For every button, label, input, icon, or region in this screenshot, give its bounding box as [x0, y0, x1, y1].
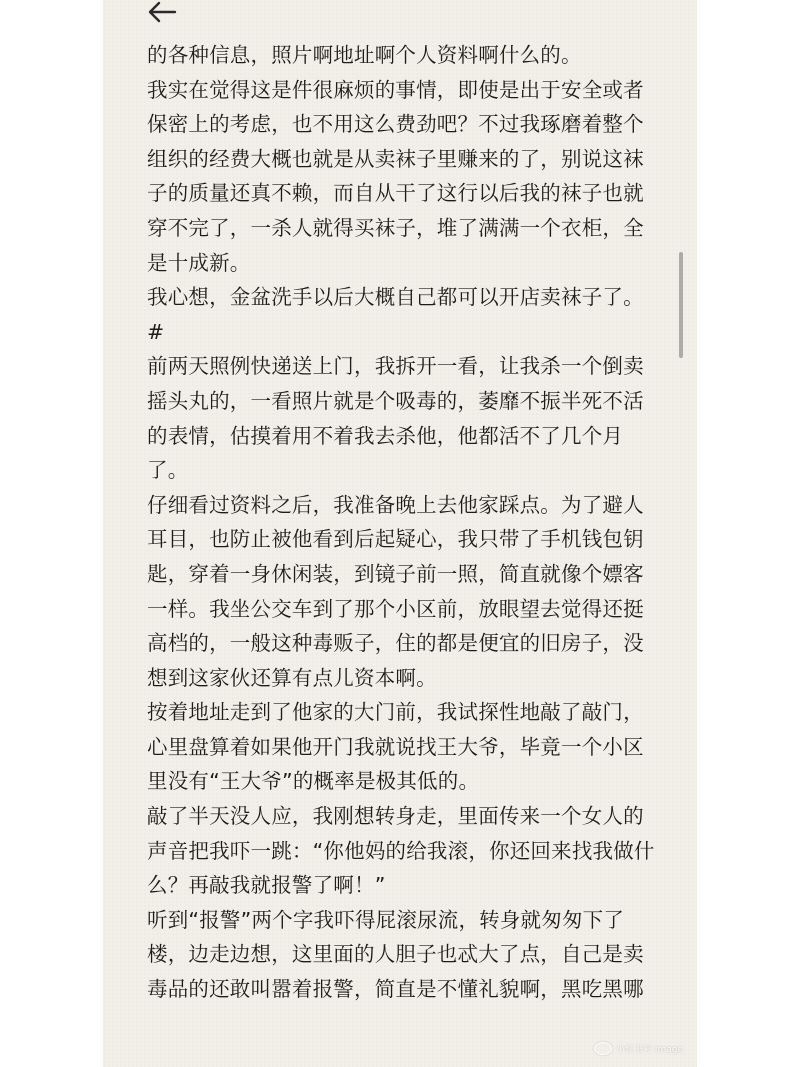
- text-line: 按着地址走到了他家的大门前，我试探性地敲了敲门，: [147, 700, 644, 725]
- scrollbar[interactable]: [679, 252, 683, 358]
- text-line: 的表情，估摸着用不着我去杀他，他都活不了几个月: [147, 423, 624, 448]
- text-line: 匙，穿着一身休闲装，到镜子前一照，简直就像个嫖客: [147, 561, 644, 586]
- back-button[interactable]: [147, 0, 177, 24]
- text-line: 高档的，一般这种毒贩子，住的都是便宜的旧房子，没: [147, 631, 644, 656]
- text-line: 保密上的考虑，也不用这么费劲吧？不过我琢磨着整个: [147, 112, 644, 137]
- text-line: 前两天照例快递送上门，我拆开一看，让我杀一个倒卖: [147, 354, 644, 379]
- back-arrow-icon: [147, 0, 177, 24]
- watermark-logo-icon: [594, 1042, 612, 1055]
- text-line: 心里盘算着如果他开门我就说找王大爷，毕竟一个小区: [147, 734, 644, 759]
- text-line: 么？再敲我就报警了啊！”: [147, 873, 386, 898]
- text-line: 是十成新。: [147, 250, 251, 275]
- text-line: 毒品的还敢叫嚣着报警，简直是不懂礼貌啊，黑吃黑哪: [147, 977, 644, 1002]
- text-line: 子的质量还真不赖，而自从干了这行以后我的袜子也就: [147, 181, 644, 206]
- text-line: 耳目，也防止被他看到后起疑心，我只带了手机钱包钥: [147, 527, 644, 552]
- watermark: [594, 1042, 683, 1055]
- text-line: 我实在觉得这是件很麻烦的事情，即使是出于安全或者: [147, 77, 644, 102]
- text-line: 声音把我吓一跳：“你他妈的给我滚，你还回来找我做什: [147, 838, 655, 863]
- text-line: 想到这家伙还算有点儿资本啊。: [147, 665, 437, 690]
- text-line: 了。: [147, 458, 189, 483]
- watermark-text: 小红书号 Image: [615, 1045, 683, 1055]
- text-line: 仔细看过资料之后，我准备晚上去他家踩点。为了避人: [147, 492, 644, 517]
- text-line: 穿不完了，一杀人就得买袜子，堆了满满一个衣柜，全: [147, 215, 644, 240]
- article-text: [147, 38, 659, 1007]
- text-line: #: [147, 319, 165, 344]
- text-line: 楼，边走边想，这里面的人胆子也忒大了点，自己是卖: [147, 942, 644, 967]
- text-line: 里没有“王大爷”的概率是极其低的。: [147, 769, 480, 794]
- text-line: 的各种信息，照片啊地址啊个人资料啊什么的。: [147, 43, 582, 67]
- note-page: [103, 0, 697, 1067]
- text-line: 摇头丸的，一看照片就是个吸毒的，萎靡不振半死不活: [147, 388, 644, 413]
- text-line: 听到“报警”两个字我吓得屁滚尿流，转身就匆匆下了: [147, 907, 625, 932]
- text-line: 一样。我坐公交车到了那个小区前，放眼望去觉得还挺: [147, 596, 644, 621]
- text-line: 敲了半天没人应，我刚想转身走，里面传来一个女人的: [147, 804, 644, 829]
- text-line: 组织的经费大概也就是从卖袜子里赚来的了，别说这袜: [147, 146, 644, 171]
- text-line: 我心想，金盆洗手以后大概自己都可以开店卖袜子了。: [147, 285, 644, 310]
